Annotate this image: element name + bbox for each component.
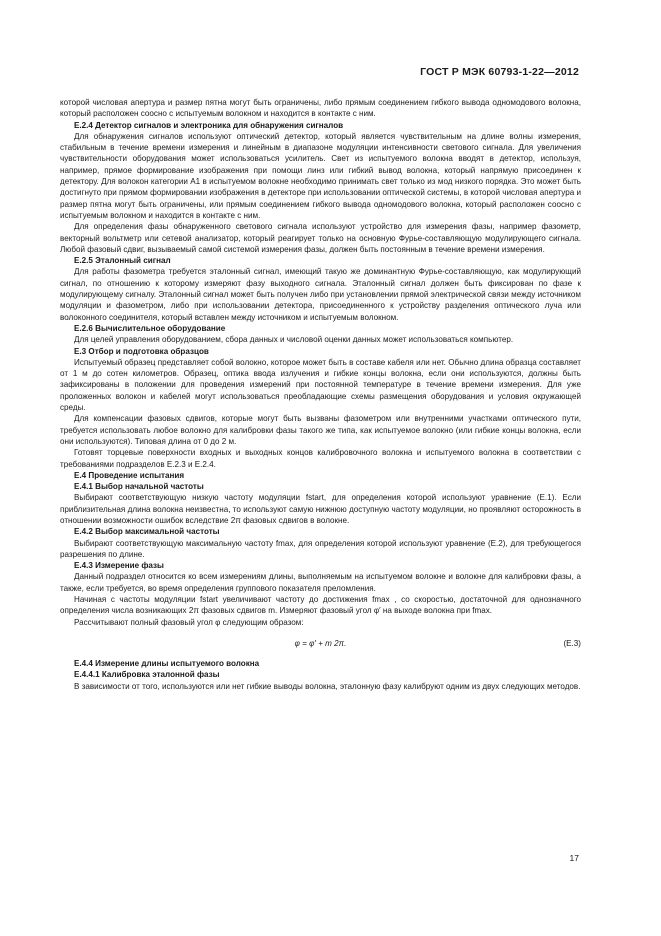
section-heading: E.4.1 Выбор начальной частоты	[74, 482, 204, 492]
paragraph: Для определения фазы обнаруженного светового сигнала используют устройство для измерения фазы, например фазометр, векторный вольтметр или сетевой анализатор, который реагирует только на основную Фурье-составляющую модулирующего сигнала. Любой фазовый сдвиг, вызываемый самой системой измерения фазы, должен быть постоянным в течение времени измерения.	[60, 222, 581, 254]
section-heading: E.3 Отбор и подготовка образцов	[74, 346, 209, 356]
document-header: ГОСТ Р МЭК 60793-1-22—2012	[420, 66, 579, 78]
equation	[60, 634, 581, 654]
paragraph: Для компенсации фазовых сдвигов, которые могут быть вызваны фазометром или внутренними участками оптического пути, требуется использовать любое волокно для калибровки фазы такого же типа, как испытуемое волокно (или гибкие концы волокна, если они используются). Типовая длина от 0 до 2 м.	[60, 414, 581, 446]
paragraph: Рассчитывают полный фазовый угол φ следующим образом:	[74, 617, 304, 627]
section-heading: E.4 Проведение испытания	[74, 470, 185, 480]
paragraph: Готовят торцевые поверхности входных и выходных концов калибровочного волокна и испытуемого волокна в соответствии с требованиями подразделов Е.2.3 и Е.2.4.	[60, 448, 581, 469]
page-number: 17	[569, 853, 579, 863]
section-heading: E.4.4 Измерение длины испытуемого волокна	[74, 658, 260, 668]
equation-formula: φ = φ′ + m 2π.	[294, 638, 347, 648]
paragraph: Для работы фазометра требуется эталонный сигнал, имеющий такую же доминантную Фурье-составляющую, как модулирующий сигнал, по отношению к которому измеряют фазу выходного сигнала. Эталонный сигнал должен быть фиксирован по фазе к модулирующему сигналу. Эталонный сигнал может быть получен либо при установлении прямой электрической связи между источником модуляции и фазометром, либо при использовании детектора, присоединенного к устройству разделения оптического луча или волоконного соединителя, который вставлен между источником и испытуемым волокном.	[60, 267, 581, 322]
section-heading: E.4.3 Измерение фазы	[74, 561, 164, 571]
paragraph: Для целей управления оборудованием, сбора данных и числовой оценки данных может использоваться компьютер.	[74, 335, 514, 345]
paragraph: Данный подраздел относится ко всем измерениям длины, выполняемым на испытуемом волокне и волокне для калибровки фазы, а также, если требуется, во время определения группового показателя преломления.	[60, 572, 581, 593]
section-heading: E.2.4 Детектор сигналов и электроника для обнаружения сигналов	[74, 120, 344, 130]
section-heading: E.2.6 Вычислительное оборудование	[74, 323, 226, 333]
paragraph: Начиная с частоты модуляции fstart увеличивают частоту до достижения fmax , со скоростью, достаточной для однозначного определения числа возникающих 2π фазовых сдвигов m. Измеряют фазовый угол φ′ на выходе волокна при fmax.	[60, 595, 581, 616]
paragraph: которой числовая апертура и размер пятна могут быть ограничены, либо прямым соединением гибкого вывода одномодового волокна, который расположен соосно с испытуемым волокном и находится в контакте с ним.	[60, 98, 581, 119]
section-heading: E.4.2 Выбор максимальной частоты	[74, 527, 220, 537]
section-heading: E.2.5 Эталонный сигнал	[74, 256, 171, 266]
paragraph: Выбирают соответствующую низкую частоту модуляции fstart, для определения которой используют уравнение (Е.1). Если приблизительная длина волокна неизвестна, то используют самую нижнюю доступную частоту модуляции, но проявляют осторожность в отношении возможности ошибок вследствие 2π фазовых сдвигов в волокне.	[60, 493, 581, 525]
paragraph: Выбирают соответствующую максимальную частоту fmax, для определения которой используют уравнение (Е.2), для требующегося разрешения по длине.	[60, 538, 581, 559]
paragraph: Для обнаружения сигналов используют оптический детектор, который является чувствительным на длине волны измерения, стабильным в течение времени измерения и линейным в диапазоне модуляции интенсивности светового сигнала. Для увеличения чувствительности оборудования может использоваться усилитель. Свет из испытуемого волокна вводят в детектор, используя, например, прямое формирование изображения при помощи линз или гибкий вывод волокна, который напрямую присоединен к детектору. Для волокон категории А1 в испытуемом волокне необходимо принимать свет только из мод низкого порядка. Это может быть достигнуто при прямом формировании изображения в детекторе при использовании оптической системы, в которой числовая апертура и размер пятна могут быть ограничены, или прямым соединением гибкого вывода одномодового волокна, который расположен соосно с испытуемым волокном и находится в контакте с ним.	[60, 131, 581, 220]
paragraph: Испытуемый образец представляет собой волокно, которое может быть в составе кабеля или нет. Обычно длина образца составляет от 1 м до сотен километров. Образец, оптика ввода излучения и гибкие концы волокна, если они используются, должны быть зафиксированы в положении для проведения измерений при постоянной температуре в течение времени измерения. Для уже проложенных волокон и кабелей могут использоваться преобладающие схемы размещения оборудования и условия окружающей среды.	[60, 357, 581, 413]
equation-number: (Е.3)	[563, 638, 581, 648]
paragraph: В зависимости от того, используются или нет гибкие выводы волокна, эталонную фазу калибруют одним из двух следующих методов.	[74, 681, 581, 691]
section-heading: E.4.4.1 Калибровка эталонной фазы	[74, 670, 220, 680]
document-body	[60, 97, 581, 692]
